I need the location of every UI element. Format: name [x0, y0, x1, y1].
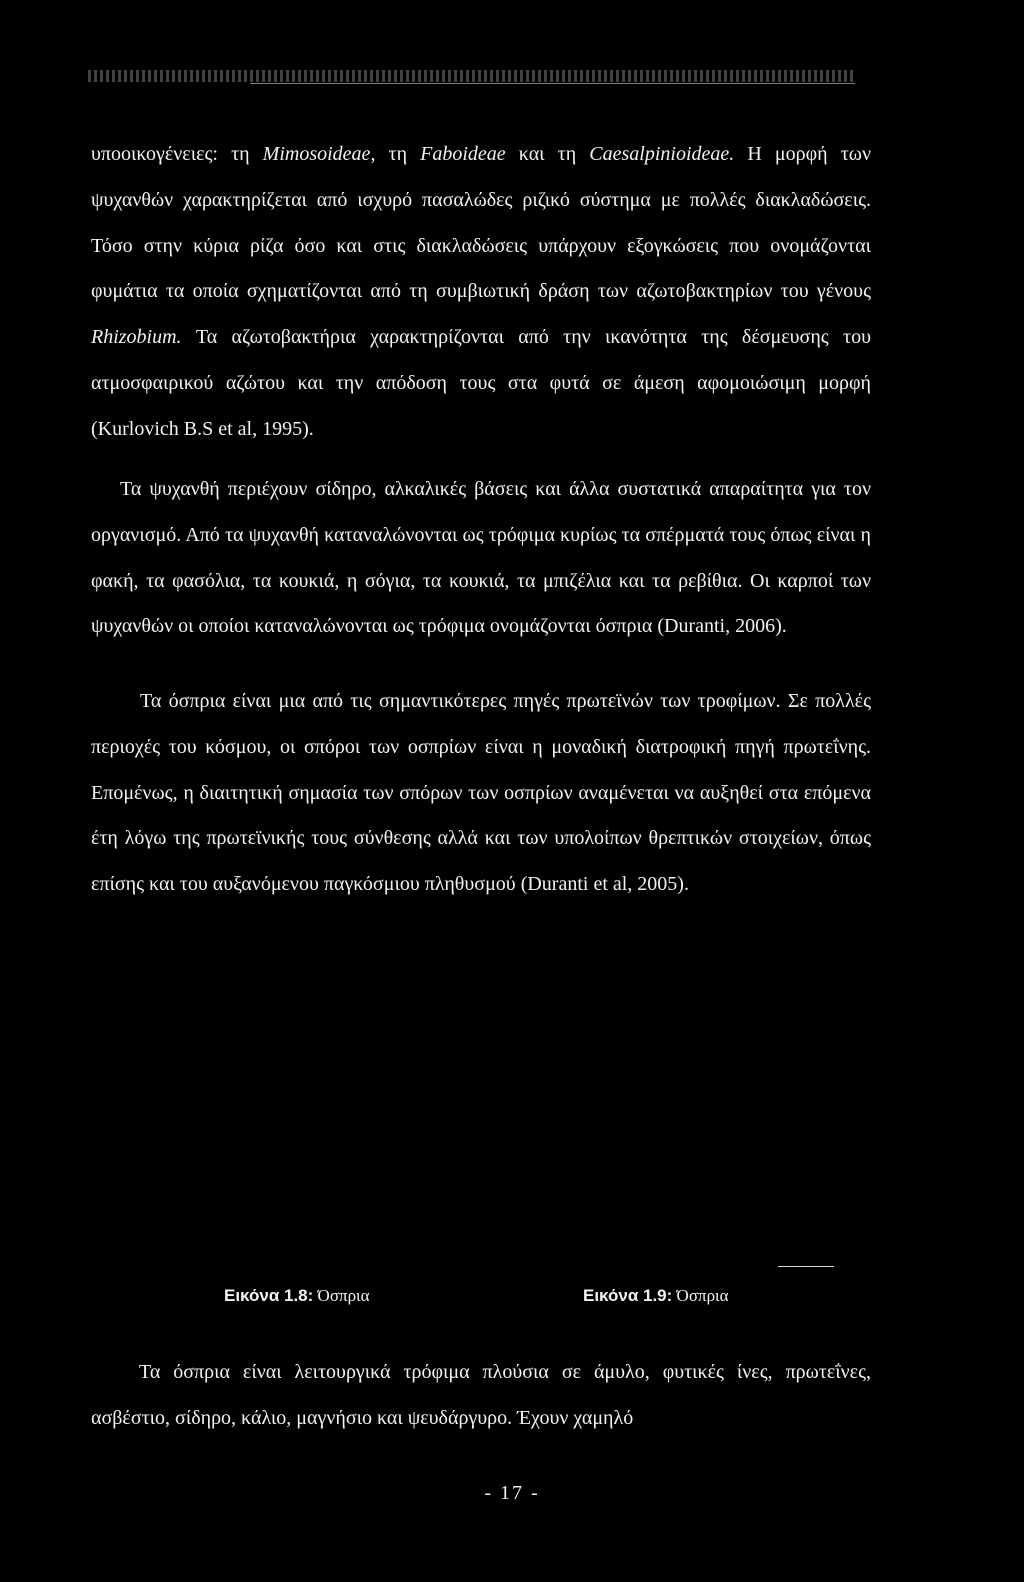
- text-run: υποοικογένειες: τη: [91, 143, 263, 165]
- paragraph-2: [91, 467, 871, 650]
- figure-caption-1-8: [224, 1286, 370, 1306]
- running-header: [88, 70, 854, 82]
- italic-term: Rhizobium.: [91, 326, 182, 349]
- caption-label: Εικόνα 1.8:: [224, 1286, 314, 1305]
- paragraph-2-text: [91, 467, 871, 650]
- paragraph-3: [91, 679, 871, 908]
- page-number: - 17 -: [484, 1482, 540, 1504]
- header-underline: [250, 83, 855, 84]
- text-run: Τα αζωτοβακτήρια χαρακτηρίζονται από την ικανότητα της δέσμευσης του ατμοσφαιρικού αζώτου και την απόδοση τους στα φυτά σε άμεση αφομοιώσιμη μορφή (Kurlovich B.S et al, 1995).: [91, 326, 871, 440]
- text-run: Τα όσπρια είναι μια από τις σημαντικότερες πηγές πρωτεϊνών των τροφίμων. Σε πολλές περιοχές του κόσμου, οι σπόροι των οσπρίων είναι η μοναδική διατροφική πηγή πρωτεΐνης. Επομένως, η διαιτητική σημασία των σπόρων των οσπρίων αναμένεται να αυξηθεί στα επόμενα έτη λόγω της πρωτεϊνικής τους σύνθεσης αλλά και των υπολοίπων θρεπτικών στοιχείων, όπως επίσης και του αυξανόμενου παγκόσμιου πληθυσμού (Duranti et al, 2005).: [91, 690, 871, 896]
- italic-term: Caesalpinioideae.: [589, 143, 735, 165]
- text-run: , τη: [370, 143, 421, 165]
- caption-text: Όσπρια: [672, 1286, 729, 1305]
- paragraph-1: [91, 132, 871, 453]
- paragraph-1-text: [91, 132, 871, 453]
- text-run: και τη: [505, 143, 590, 165]
- paragraph-3-text: [91, 679, 871, 908]
- separator-line: [778, 1266, 834, 1267]
- text-run: Τα ψυχανθή περιέχουν σίδηρο, αλκαλικές βάσεις και άλλα συστατικά απαραίτητα για τον οργανισμό. Από τα ψυχανθή καταναλώνονται ως τρόφιμα κυρίως τα σπέρματά τους όπως είναι η φακή, τα φασόλια, τα κουκιά, η σόγια, τα κουκιά, τα μπιζέλια και τα ρεβίθια. Οι καρποί των ψυχανθών οι οποίοι καταναλώνονται ως τρόφιμα ονομάζονται όσπρια (Duranti, 2006).: [91, 478, 871, 638]
- italic-term: Mimosoideae: [262, 143, 371, 165]
- paragraph-4: [91, 1350, 871, 1442]
- caption-text: Όσπρια: [313, 1286, 370, 1305]
- italic-term: Faboideae: [420, 143, 506, 165]
- text-run: Η μορφή των ψυχανθών χαρακτηρίζεται από ισχυρό πασαλώδες ριζικό σύστημα με πολλές διακλαδώσεις. Τόσο στην κύρια ρίζα όσο και στις διακλαδώσεις υπάρχουν εξογκώσεις που ονομάζονται φυμάτια τα οποία σχηματίζονται από τη συμβιωτική δράση των αζωτοβακτηρίων του γένους: [91, 143, 871, 303]
- paragraph-4-text: Τα όσπρια είναι λειτουργικά τρόφιμα πλούσια σε άμυλο, φυτικές ίνες, πρωτεΐνες, ασβέστιο, σίδηρο, κάλιο, μαγνήσιο και ψευδάργυρο. Έχουν χαμηλό: [91, 1361, 871, 1429]
- caption-label: Εικόνα 1.9:: [583, 1286, 673, 1305]
- figure-caption-1-9: [583, 1286, 729, 1306]
